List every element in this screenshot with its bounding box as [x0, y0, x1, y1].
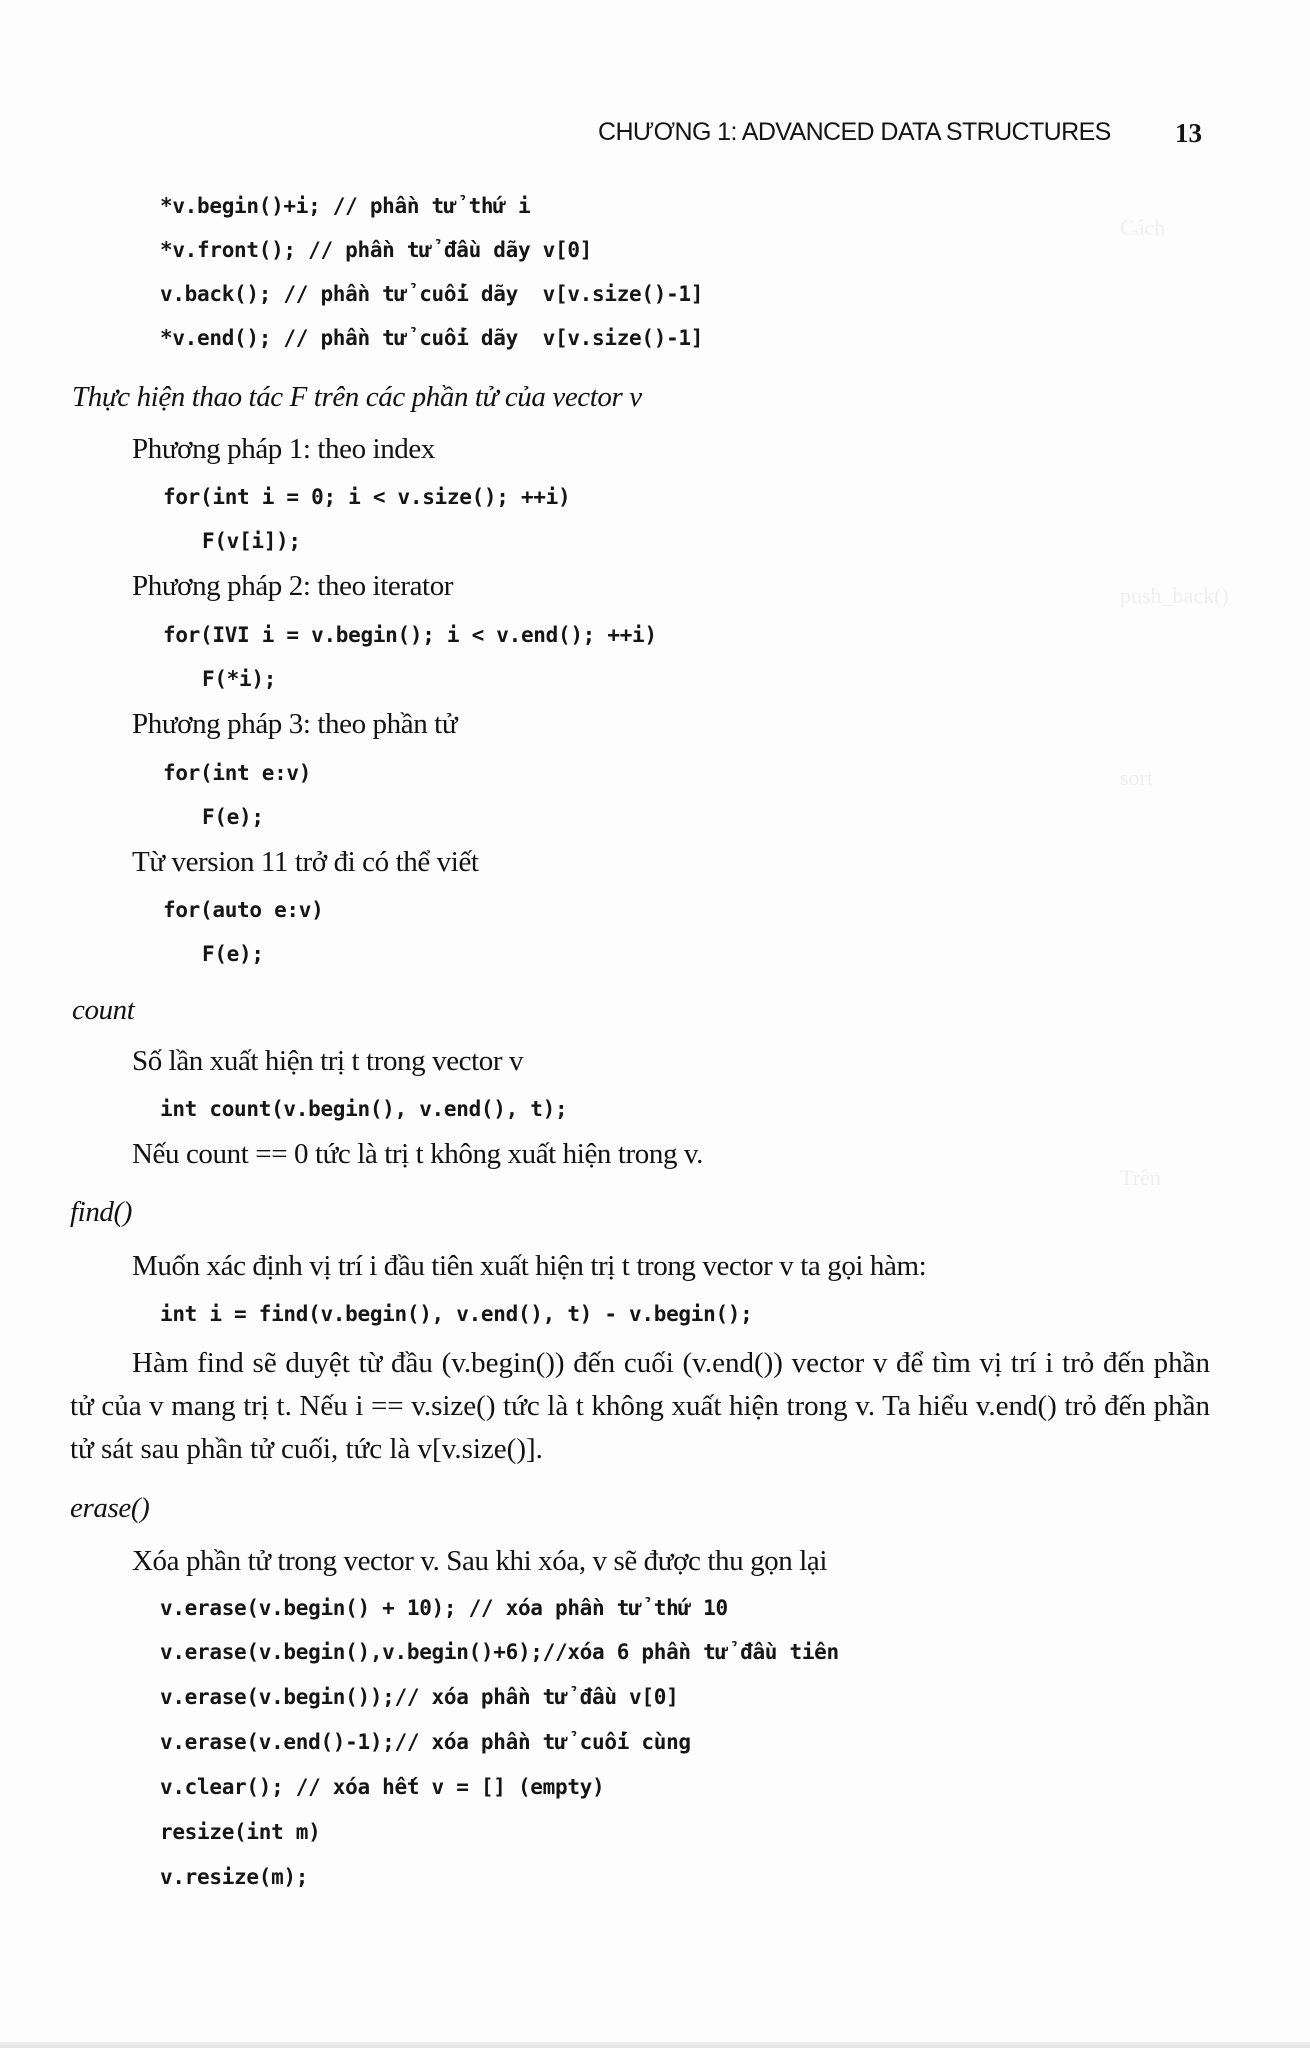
- code-line: v.erase(v.begin() + 10); // xóa phần tử thứ 10: [160, 1596, 728, 1620]
- code-line: resize(int m): [160, 1820, 321, 1844]
- find-description: Muốn xác định vị trí i đầu tiên xuất hiện trị t trong vector v ta gọi hàm:: [132, 1250, 927, 1282]
- code-line: *v.front(); // phần tử đầu dãy v[0]: [160, 238, 593, 262]
- code-line: for(auto e:v): [163, 898, 324, 922]
- code-line: *v.end(); // phần tử cuối dãy v[v.size()-1]: [160, 326, 704, 350]
- version11-label: Từ version 11 trở đi có thể viết: [132, 846, 479, 878]
- code-line: v.back(); // phần tử cuối dãy v[v.size()-1]: [160, 282, 704, 306]
- code-line: F(*i);: [202, 667, 277, 691]
- code-line: F(v[i]);: [202, 529, 301, 553]
- code-line: for(int e:v): [163, 761, 312, 785]
- method-2-label: Phương pháp 2: theo iterator: [132, 570, 454, 602]
- section-heading-erase: erase(): [70, 1492, 150, 1524]
- code-line: v.resize(m);: [160, 1865, 309, 1889]
- erase-description: Xóa phần tử trong vector v. Sau khi xóa, v sẽ được thu gọn lại: [132, 1545, 828, 1577]
- bleed-through-text: push_back(): [1120, 583, 1229, 608]
- code-line: F(e);: [202, 942, 264, 966]
- chapter-header: CHƯƠNG 1: ADVANCED DATA STRUCTURES: [598, 118, 1111, 146]
- method-3-label: Phương pháp 3: theo phần tử: [132, 708, 458, 740]
- bleed-through-text: Trên: [1120, 1165, 1161, 1190]
- bleed-through-text: Cách: [1120, 215, 1166, 240]
- find-explanation: Hàm find sẽ duyệt từ đầu (v.begin()) đến cuối (v.end()) vector v để tìm vị trí i trỏ đến phần tử của v mang trị t. Nếu i == v.size() tức là t không xuất hiện trong v. Ta hiểu v.end() trỏ đến phần tử sát sau phần tử cuối, tức là v[v.size()].: [70, 1347, 1210, 1465]
- section-heading-count: count: [72, 994, 135, 1026]
- section-heading-find: find(): [70, 1196, 133, 1228]
- section-heading-iterate: Thực hiện thao tác F trên các phần tử của vector v: [72, 381, 642, 413]
- code-line: for(int i = 0; i < v.size(); ++i): [163, 485, 571, 509]
- code-line: v.erase(v.begin());// xóa phần tử đầu v[0]: [160, 1685, 679, 1709]
- code-line: v.clear(); // xóa hết v = [] (empty): [160, 1775, 605, 1799]
- code-line: int count(v.begin(), v.end(), t);: [160, 1097, 568, 1121]
- code-line: v.erase(v.begin(),v.begin()+6);//xóa 6 phần tử đầu tiên: [160, 1640, 839, 1664]
- count-note: Nếu count == 0 tức là trị t không xuất hiện trong v.: [132, 1138, 703, 1170]
- page-number: 13: [1175, 118, 1202, 148]
- count-description: Số lần xuất hiện trị t trong vector v: [132, 1045, 524, 1077]
- page-edge: [0, 2042, 1310, 2048]
- method-1-label: Phương pháp 1: theo index: [132, 433, 435, 465]
- code-line: *v.begin()+i; // phần tử thứ i: [160, 194, 531, 218]
- code-line: for(IVI i = v.begin(); i < v.end(); ++i): [163, 623, 657, 647]
- code-line: int i = find(v.begin(), v.end(), t) - v.begin();: [160, 1302, 753, 1326]
- code-line: v.erase(v.end()-1);// xóa phần tử cuối cùng: [160, 1730, 691, 1754]
- bleed-through-text: sort: [1120, 765, 1153, 790]
- code-line: F(e);: [202, 805, 264, 829]
